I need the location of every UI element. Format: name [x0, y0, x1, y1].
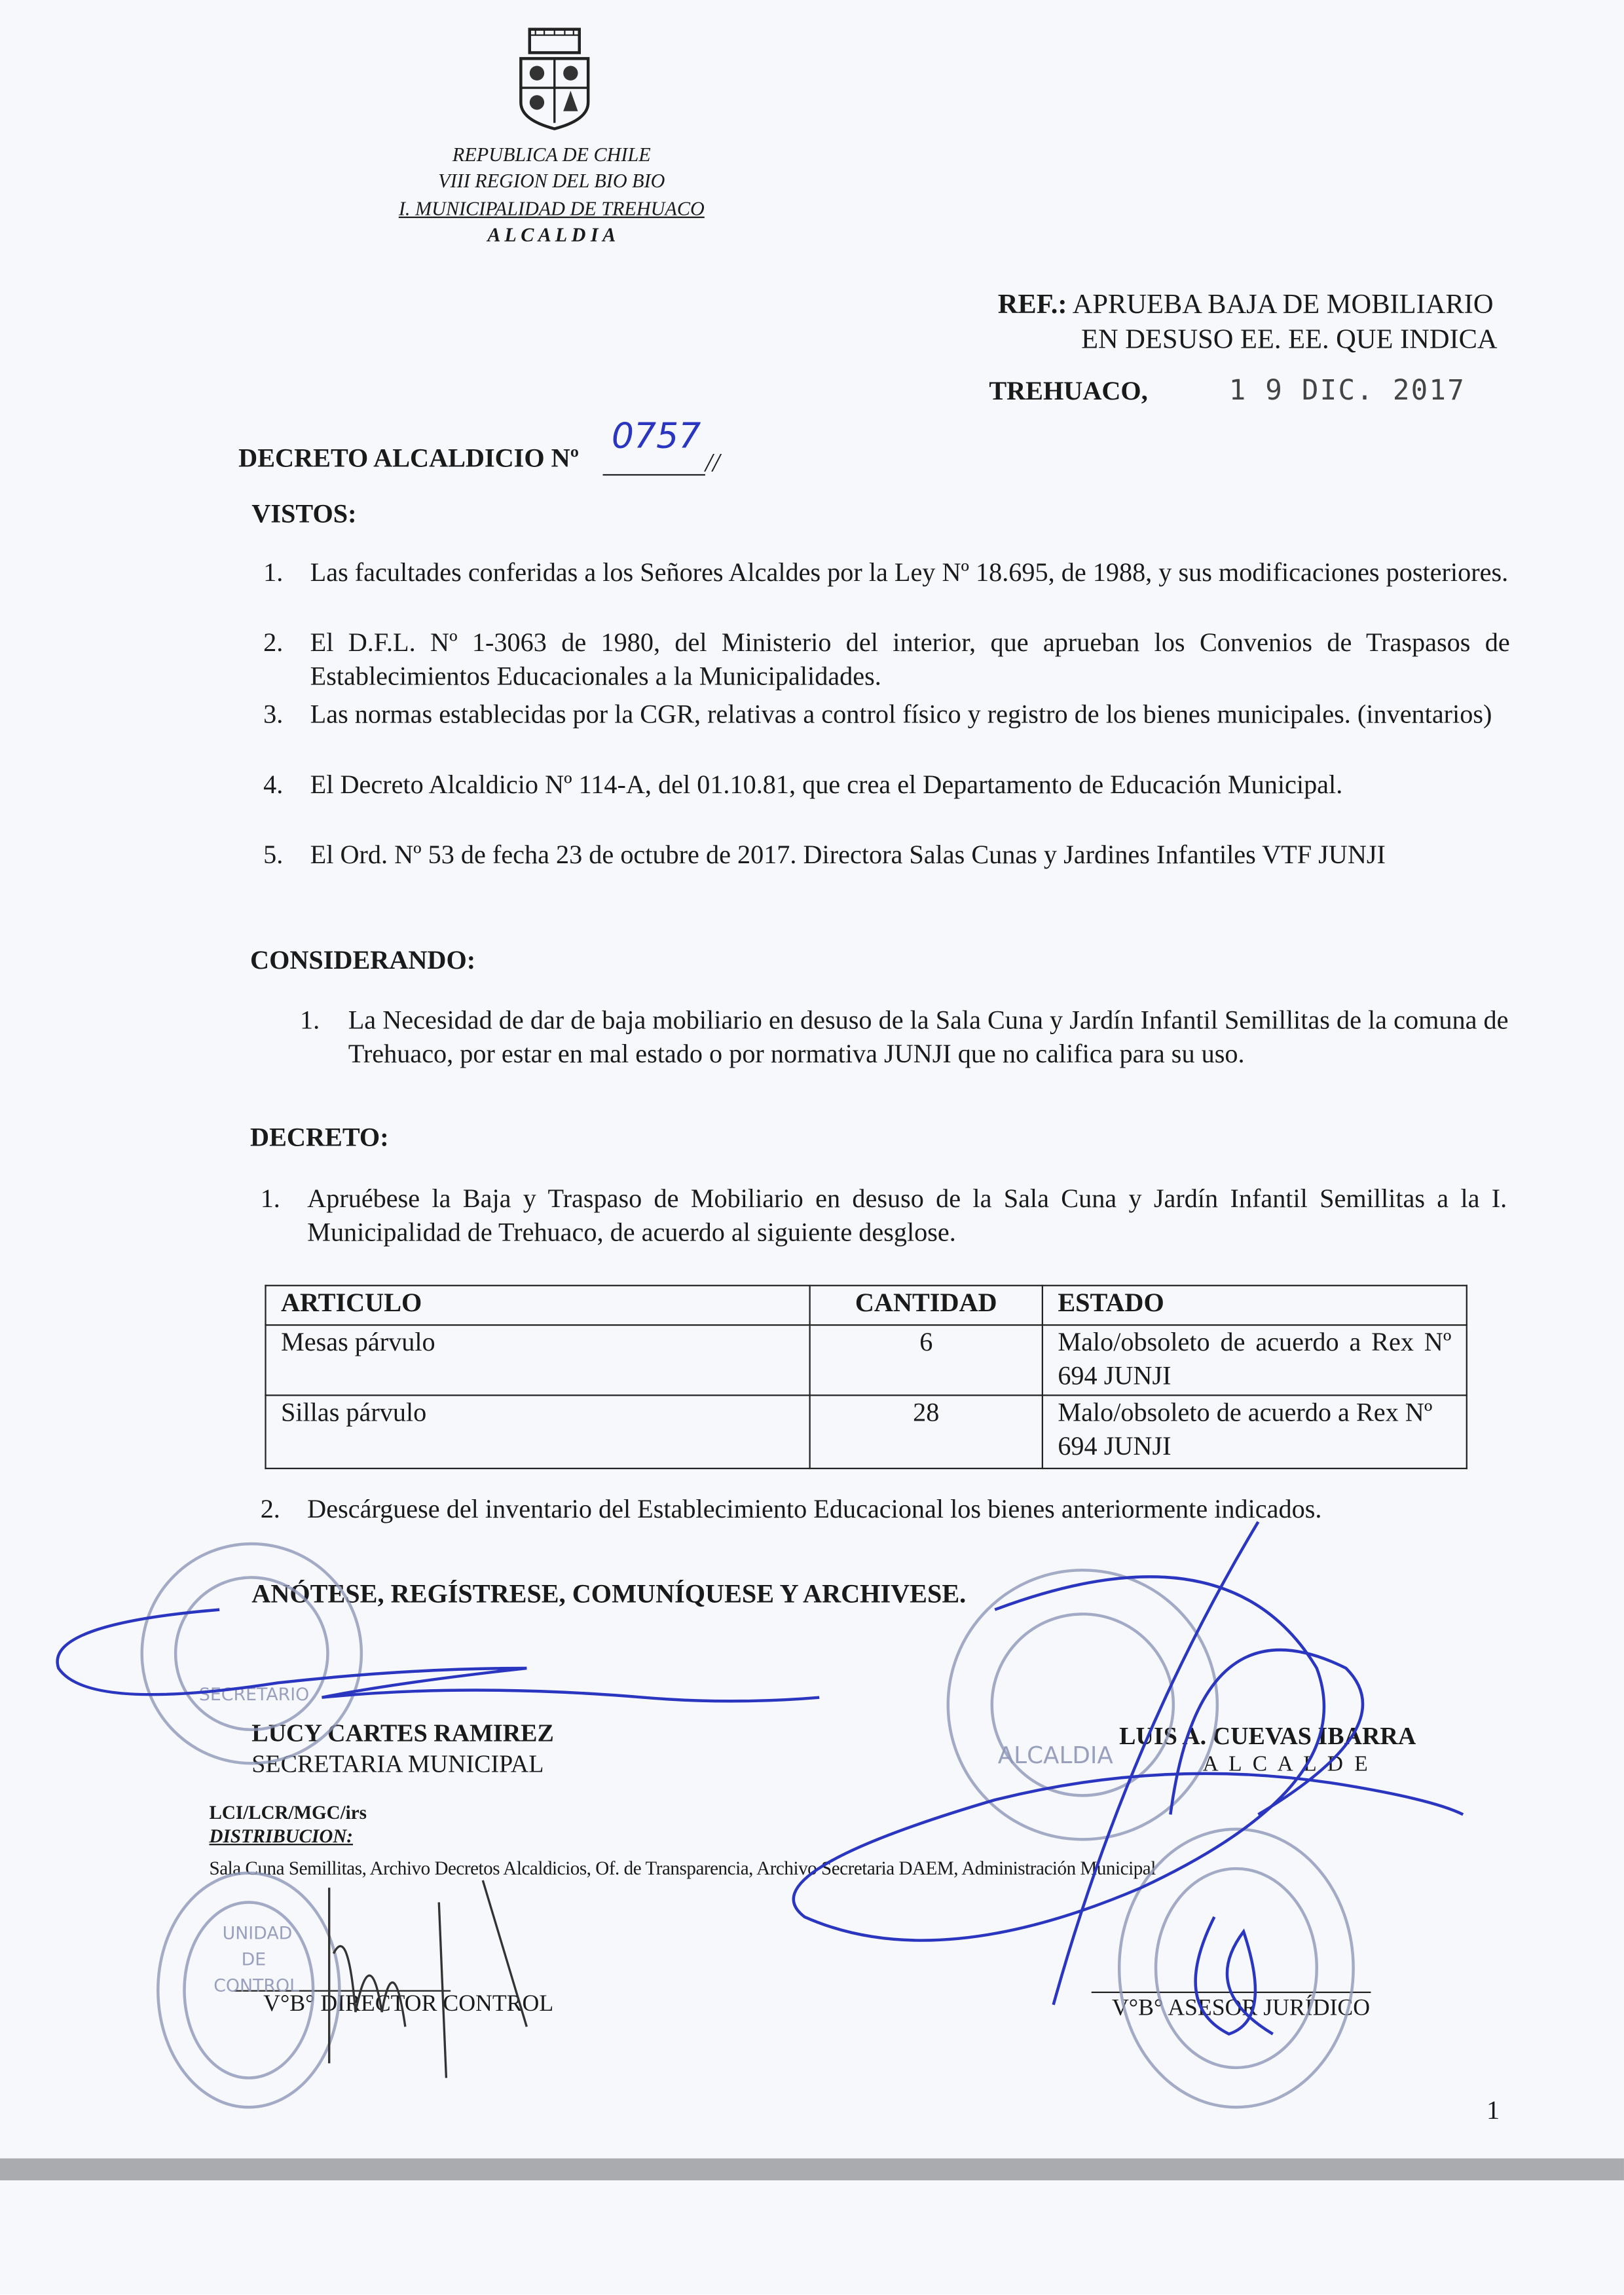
ref-text: APRUEBA BAJA DE MOBILIARIO	[1072, 289, 1494, 321]
decree-suffix: //	[705, 447, 720, 477]
list-item: La Necesidad de dar de baja mobiliario en desuso de la Sala Cuna y Jardín Infantil Semillitas de la comuna de Trehuaco, por estar en mal estado o por normativa JUNJI que no califica para su uso.	[348, 1005, 1509, 1068]
secretaria-title: SECRETARIA MUNICIPAL	[251, 1750, 544, 1778]
cell-articulo: Mesas párvulo	[266, 1325, 810, 1395]
considerando-title: CONSIDERANDO:	[250, 945, 476, 975]
distribution-label: DISTRIBUCION:	[209, 1825, 354, 1847]
list-item: El D.F.L. Nº 1-3063 de 1980, del Ministerio del interior, que aprueban los Convenios de Traspasos de Establecimientos Educacionales a la Municipalidades.	[310, 627, 1510, 690]
svg-text:CONTROL: CONTROL	[213, 1975, 300, 1996]
secretaria-name: LUCY CARTES RAMIREZ	[251, 1719, 554, 1747]
juridico-signature-label: V°B° ASESOR JURÍDICO	[1111, 1996, 1371, 2021]
decree-number: 0757	[611, 415, 701, 457]
vistos-title: VISTOS:	[251, 498, 357, 529]
cell-estado: Malo/obsoleto de acuerdo a Rex Nº 694 JUNJI	[1043, 1325, 1467, 1395]
alcaldia-stamp	[948, 1570, 1217, 1839]
svg-text:ALCALDIA: ALCALDIA	[997, 1742, 1113, 1770]
alcalde-title: A L C A L D E	[1202, 1753, 1371, 1777]
ref-line2: EN DESUSO EE. EE. QUE INDICA	[1081, 324, 1498, 356]
svg-text:UNIDAD: UNIDAD	[222, 1923, 293, 1944]
header-line: REPUBLICA DE CHILE	[452, 143, 651, 166]
list-item: Las normas establecidas por la CGR, relativas a control físico y registro de los bienes municipales. (inventarios)	[310, 699, 1492, 729]
ref-label: REF.:	[997, 289, 1067, 321]
alcalde-name: LUIS A. CUEVAS IBARRA	[1119, 1722, 1416, 1751]
initials: LCI/LCR/MGC/irs	[209, 1801, 367, 1823]
list-item: El Ord. Nº 53 de fecha 23 de octubre de 2017. Directora Salas Cunas y Jardines Infantiles VTF JUNJI	[310, 840, 1386, 870]
list-item: Descárguese del inventario del Establecimiento Educacional los bienes anteriormente indicados.	[307, 1494, 1322, 1523]
cell-articulo: Sillas párvulo	[266, 1395, 810, 1468]
decree-label: DECRETO ALCALDICIO Nº	[238, 443, 579, 473]
column-header: CANTIDAD	[810, 1286, 1043, 1325]
document-page: REPUBLICA DE CHILE VIII REGION DEL BIO BIO I. MUNICIPALIDAD DE TREHUACO A L C A L D I A REF.: APRUEBA BAJA DE MOBILIARIO EN DESUSO EE. EE. QUE INDICA TREHUACO, 1 9 DIC. 2017 DECRETO ALCALDICIO Nº 0757 // VISTOS: 1. Las facultades conferidas a los Señores Alcaldes por la Ley Nº 18.695, de 1988, y sus modificaciones posteriores. 2. El D.F.L. Nº 1-3063 de 1980, del Ministerio del interior, que aprueban los Convenios de Traspasos de Establecimientos Educacionales a la Municipalidades. 3. Las normas establecidas por la CGR, relativas a control físico y registro de los bienes municipales. (inventarios) 4. El Decreto Alcaldicio Nº 114-A, del 01.10.81, que crea el Departamento de Educación Municipal. 5. El Ord. Nº 53 de fecha 23 de octubre de 2017. Directora Salas Cunas y Jardines Infantiles VTF JUNJI CONSIDERANDO: 1. La Necesidad de dar de baja mobiliario en desuso de la Sala Cuna y Jardín Infantil Semillitas de la comuna de Trehuaco, por estar en mal estado o por normativa JUNJI que no califica para su uso. DECRETO: 1. Apruébese la Baja y Traspaso de Mobiliario en desuso de la Sala Cuna y Jardín Infantil Semillitas a la I. Municipalidad de Trehuaco, de acuerdo al siguiente desglose. 2. Descárguese del inventario del Establecimiento Educacional los bienes anteriormente indicados. ARTICULO CANTIDAD ESTADO Mesas párvulo 6 Malo/obsoleto de acuerdo a Rex Nº 694 JUNJI Sillas párvulo 28 Malo/obsoleto de acuerdo a Rex Nº 694 JUNJI ANÓTESE, REGÍSTRESE, COMUNÍQUESE Y ARCHIVESE. LUCY CARTES RAMIREZ SECRETARIA MUNICIPAL LUIS A. CUEVAS IBARRA A L C A L D E LCI/LCR/MGC/irs DISTRIBUCION: Sala Cuna Semillitas, Archivo Decretos Alcaldicios, Of. de Transparencia, Archivo Secretaria DAEM, Administración Municipal V°B° DIRECTOR CONTROL V°B° ASESOR JURÍDICO 1 SECRETARIO UNIDAD DE CONTROL ALCALDIA	[0, 0, 1624, 2294]
svg-text:SECRETARIO: SECRETARIO	[198, 1685, 310, 1706]
header-line: VIII REGION DEL BIO BIO	[438, 170, 665, 192]
closing-formula: ANÓTESE, REGÍSTRESE, COMUNÍQUESE Y ARCHIVESE.	[251, 1578, 967, 1609]
list-item: El Decreto Alcaldicio Nº 114-A, del 01.10.81, que crea el Departamento de Educación Municipal.	[310, 770, 1343, 799]
cell-cantidad: 28	[810, 1395, 1043, 1468]
control-signature	[329, 1880, 527, 2078]
ref-line1	[998, 289, 1494, 322]
decreto-title: DECRETO:	[250, 1122, 389, 1152]
page-number: 1	[1486, 2095, 1500, 2125]
place: TREHUACO,	[989, 376, 1148, 405]
svg-text:DE: DE	[241, 1949, 267, 1970]
inventory-table	[265, 1285, 1467, 1470]
header-line: A L C A L D I A	[487, 223, 616, 246]
distribution-text: Sala Cuna Semillitas, Archivo Decretos Alcaldicios, Of. de Transparencia, Archivo Secretaria DAEM, Administración Municipal	[209, 1857, 1156, 1879]
date-stamp: 1 9 DIC. 2017	[1228, 374, 1466, 407]
table-row	[266, 1395, 1467, 1468]
list-item: Las facultades conferidas a los Señores Alcaldes por la Ley Nº 18.695, de 1988, y sus modificaciones posteriores.	[310, 557, 1509, 587]
municipal-crest-logo	[515, 26, 594, 132]
control-signature-label: V°B° DIRECTOR CONTROL	[263, 1991, 554, 2017]
scan-edge-band	[0, 2158, 1624, 2180]
list-item: Apruébese la Baja y Traspaso de Mobiliario en desuso de la Sala Cuna y Jardín Infantil Semillitas a la I. Municipalidad de Trehuaco, de acuerdo al siguiente desglose.	[307, 1184, 1507, 1246]
table-header-row	[266, 1286, 1467, 1325]
column-header: ESTADO	[1043, 1286, 1467, 1325]
header-line: I. MUNICIPALIDAD DE TREHUACO	[398, 197, 705, 220]
cell-cantidad: 6	[810, 1325, 1043, 1395]
table-row	[266, 1325, 1467, 1395]
cell-estado: Malo/obsoleto de acuerdo a Rex Nº 694 JUNJI	[1043, 1395, 1467, 1468]
column-header: ARTICULO	[266, 1286, 810, 1325]
